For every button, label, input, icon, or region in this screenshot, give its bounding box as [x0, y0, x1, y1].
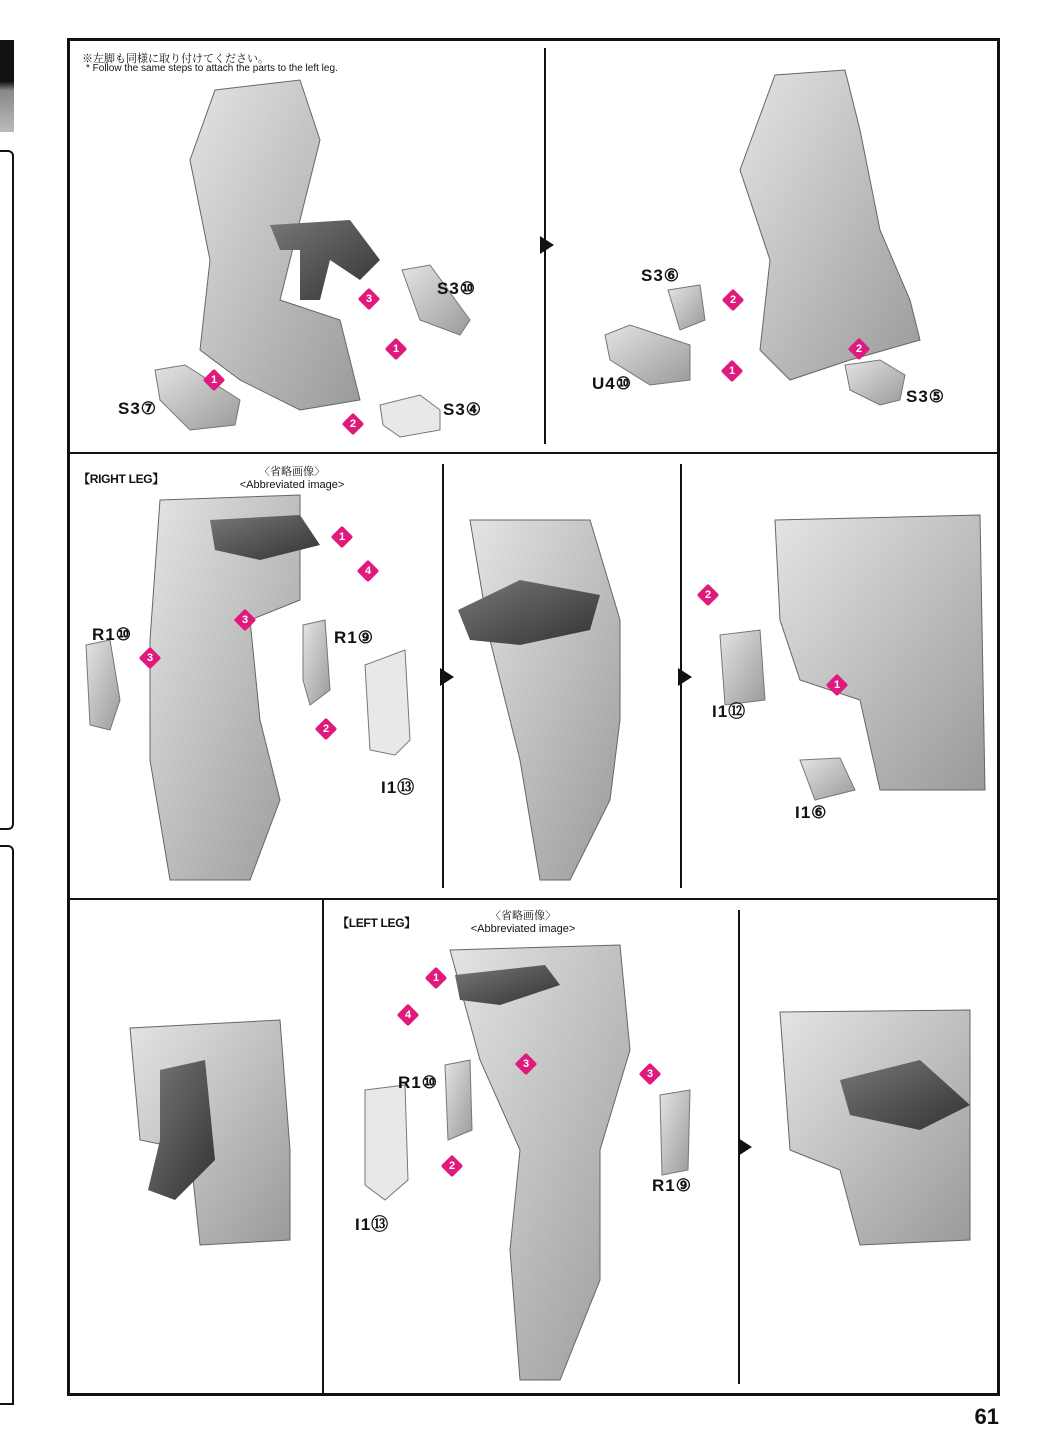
abbr-jp: 〈省略画像〉: [490, 910, 556, 922]
step-marker: 4: [357, 560, 380, 583]
step-marker: 4: [397, 1004, 420, 1027]
part-label: I1⑬: [381, 778, 416, 797]
leg-illustration-2: [740, 70, 920, 380]
part-s3-7-shape: [155, 365, 240, 430]
step-marker: 2: [441, 1155, 464, 1178]
sequence-arrow: [678, 668, 692, 686]
step-marker: 2: [315, 718, 338, 741]
part-i1-13-left-shape: [365, 1085, 408, 1200]
step-marker: 3: [234, 609, 257, 632]
part-label: S3⑤: [906, 387, 946, 406]
leg-illustration-8: [780, 1010, 970, 1245]
part-label: S3⑥: [641, 266, 681, 285]
part-r1-10-left-shape: [445, 1060, 472, 1140]
step-marker: 1: [425, 967, 448, 990]
right-leg-label: 【RIGHT LEG】: [78, 472, 165, 486]
part-label: R1⑨: [652, 1176, 692, 1195]
step-marker: 1: [826, 674, 849, 697]
part-label: S3⑩: [437, 279, 477, 298]
sequence-arrow: [738, 1138, 752, 1156]
part-label: I1⑥: [795, 803, 828, 822]
step-marker: 1: [385, 338, 408, 361]
leg-illustration-7: [450, 945, 630, 1380]
part-label: U4⑩: [592, 374, 632, 393]
note-japanese: ※左脚も同様に取り付けてください。: [82, 53, 269, 65]
part-i1-6-shape: [800, 758, 855, 800]
part-i1-12-shape: [720, 630, 765, 705]
left-leg-abbr: [453, 910, 593, 936]
step-marker: 1: [721, 360, 744, 383]
part-r1-9-shape: [303, 620, 330, 705]
step-marker: 3: [139, 647, 162, 670]
step-marker: 3: [639, 1063, 662, 1086]
leg-illustration-5: [775, 515, 985, 790]
abbr-en: <Abbreviated image>: [470, 923, 576, 935]
right-leg-abbr: [222, 466, 362, 492]
note-english: * Follow the same steps to attach the parts to the left leg.: [86, 63, 338, 74]
part-s3-5-shape: [845, 360, 905, 405]
step-marker: 3: [358, 288, 381, 311]
step-marker: 2: [722, 289, 745, 312]
part-r1-9-left-shape: [660, 1090, 690, 1175]
sequence-arrow: [440, 668, 454, 686]
part-label: I1⑫: [712, 702, 747, 721]
abbr-en: <Abbreviated image>: [239, 479, 345, 491]
abbr-jp: 〈省略画像〉: [259, 466, 325, 478]
leg-illustration-4: [470, 520, 620, 880]
part-label: S3⑦: [118, 399, 158, 418]
page-number: 61: [974, 1404, 999, 1429]
part-i1-13-shape: [365, 650, 410, 755]
part-label: R1⑩: [92, 625, 132, 644]
part-label: S3④: [443, 400, 483, 419]
sequence-arrow: [540, 236, 554, 254]
left-leg-label: 【LEFT LEG】: [337, 916, 416, 930]
part-r1-10-shape: [86, 640, 120, 730]
part-label: I1⑬: [355, 1215, 390, 1234]
part-s3-4-shape: [380, 395, 440, 437]
step-marker: 2: [848, 338, 871, 361]
part-label: R1⑨: [334, 628, 374, 647]
part-s3-6-shape: [668, 285, 705, 330]
step-marker: 1: [203, 369, 226, 392]
part-s3-10-shape: [402, 265, 470, 335]
step-marker: 2: [697, 584, 720, 607]
part-label: R1⑩: [398, 1073, 438, 1092]
step-marker: 2: [342, 413, 365, 436]
step-marker: 1: [331, 526, 354, 549]
step-marker: 3: [515, 1053, 538, 1076]
